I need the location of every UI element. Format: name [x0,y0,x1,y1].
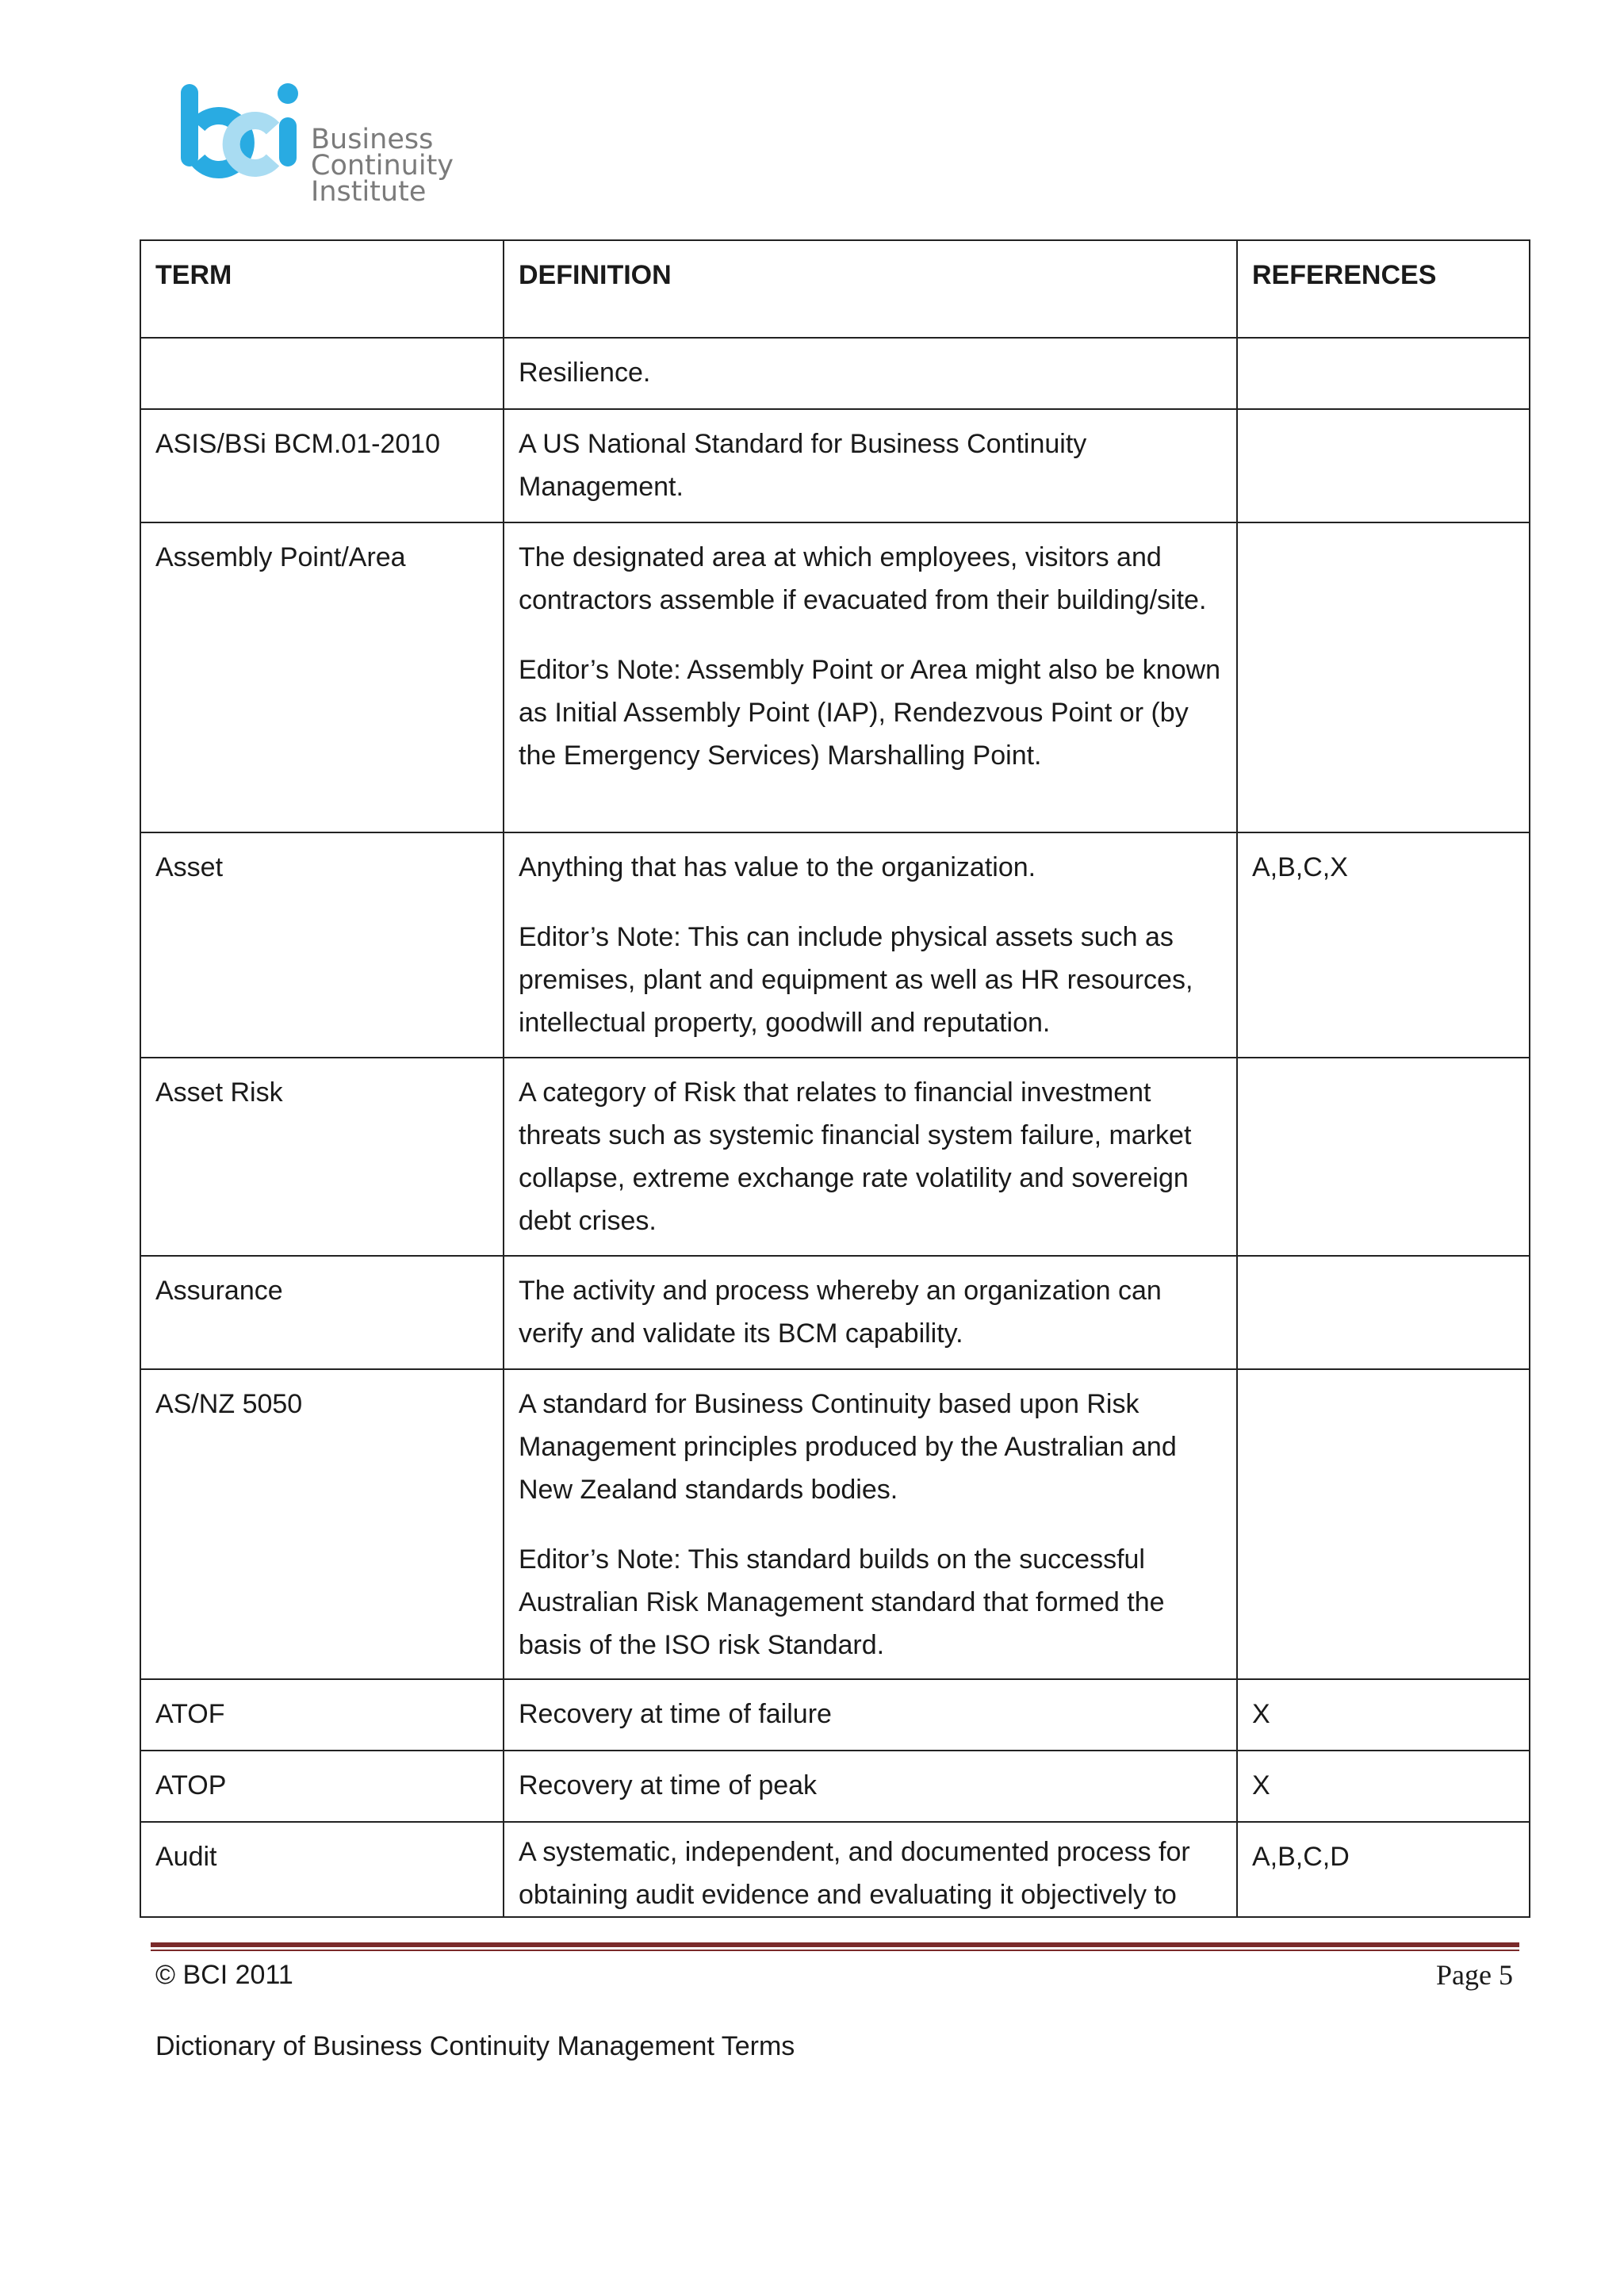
footer-page-number: Page 5 [1436,1959,1513,1991]
bci-logo [178,79,558,208]
definition-cell [504,1679,1237,1751]
table-row [140,522,1530,832]
glossary-table [140,239,1530,1918]
references-cell: X [1237,1679,1530,1751]
editors-note-text: Editor’s Note: Assembly Point or Area might also be known as Initial Assembly Point (IAP), Rendezvous Point or (by the Emergency Services) Marshalling Point. [519,655,1221,771]
definition-text: A systematic, independent, and documented process for obtaining audit evidence and evaluating it objectively to [519,1837,1190,1910]
definition-text: A US National Standard for Business Continuity Management. [519,429,1087,502]
references-cell [1237,1369,1530,1679]
term-cell: Asset [140,832,504,1058]
header-definition: DEFINITION [504,240,1237,338]
header-references: REFERENCES [1237,240,1530,338]
term-cell: ATOP [140,1751,504,1822]
header-term: TERM [140,240,504,338]
definition-text: The designated area at which employees, visitors and contractors assemble if evacuated from their building/site. [519,542,1207,615]
table-row [140,338,1530,409]
references-cell [1237,338,1530,409]
editors-note-text: Editor’s Note: This can include physical assets such as premises, plant and equipment as well as HR resources, intellectual property, goodwill and reputation. [519,922,1193,1038]
table-row [140,1369,1530,1679]
term-cell: Assurance [140,1256,504,1369]
references-cell: A,B,C,D [1237,1822,1530,1917]
definition-text: The activity and process whereby an organization can verify and validate its BCM capability. [519,1276,1162,1349]
references-cell [1237,522,1530,832]
logo-line2: Institute [311,176,427,208]
footer-rule [151,1942,1519,1947]
definition-cell [504,409,1237,522]
definition-cell [504,832,1237,1058]
editors-note-text: Editor’s Note: This standard builds on the successful Australian Risk Management standard that formed the basis of the ISO risk Standard. [519,1544,1165,1660]
definition-cell [504,1822,1237,1917]
definition-text: Recovery at time of peak [519,1770,818,1800]
table-row [140,409,1530,522]
term-cell [140,338,504,409]
table-row [140,1751,1530,1822]
table-row [140,1058,1530,1256]
footer-copyright: © BCI 2011 [155,1960,293,1990]
references-cell: X [1237,1751,1530,1822]
table-row [140,1822,1530,1917]
references-cell [1237,1058,1530,1256]
table-row [140,832,1530,1058]
definition-text: A standard for Business Continuity based upon Risk Management principles produced by the Australian and New Zealand standards bodies. [519,1389,1177,1505]
definition-cell [504,338,1237,409]
table-row [140,1679,1530,1751]
definition-text: Anything that has value to the organization. [519,852,1036,882]
term-cell: ATOF [140,1679,504,1751]
references-cell: A,B,C,X [1237,832,1530,1058]
term-cell: Audit [140,1822,504,1917]
term-cell: Asset Risk [140,1058,504,1256]
definition-cell [504,1369,1237,1679]
definition-text: Resilience. [519,358,651,388]
definition-cell [504,1751,1237,1822]
table-header-row [140,240,1530,338]
definition-text: A category of Risk that relates to financial investment threats such as systemic financial system failure, market collapse, extreme exchange rate volatility and sovereign debt crises. [519,1077,1192,1236]
definition-cell [504,522,1237,832]
logo-text [311,124,558,208]
references-cell [1237,409,1530,522]
definition-text: Recovery at time of failure [519,1699,832,1729]
logo-line1: Business Continuity [311,124,454,182]
term-cell: ASIS/BSi BCM.01-2010 [140,409,504,522]
term-cell: Assembly Point/Area [140,522,504,832]
footer-rule-thin [151,1950,1519,1951]
term-cell: AS/NZ 5050 [140,1369,504,1679]
footer-document-title: Dictionary of Business Continuity Management Terms [155,2031,795,2061]
definition-cell [504,1058,1237,1256]
references-cell [1237,1256,1530,1369]
bci-logo-mark-icon [178,79,304,182]
table-row [140,1256,1530,1369]
definition-cell [504,1256,1237,1369]
